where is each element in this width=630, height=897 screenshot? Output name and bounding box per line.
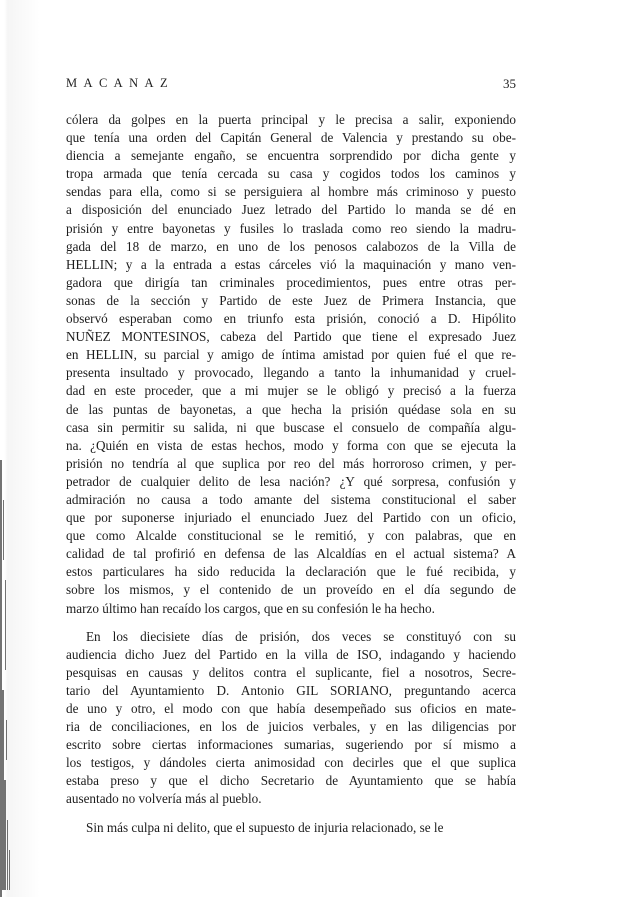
scan-edge-texture [0,460,26,897]
text-line: marzo último han recaído los cargos, que en su confesión le ha hecho. [66,600,435,616]
text-line: diencia a semejante engaño, se encuentra sorprendido por dicha gente y [66,148,516,164]
text-line: sobre los mismos, y el contenido de un proveído en el día segundo de [66,582,516,598]
text-line: NUÑEZ MONTESINOS, cabeza del Partido que tiene el expresado Juez [66,329,516,345]
text-line: que tenía una orden del Capitán General de Valencia y prestando su obe- [66,130,516,146]
text-line: casa sin permitir su salida, ni que buscase el consuelo de compañía algu- [66,419,516,435]
text-line: audiencia dicho Juez del Partido en la villa de ISO, indagando y haciendo [66,646,516,662]
text-line: de las puntas de bayonetas, a que hecha la prisión quédase sola en su [66,401,516,417]
scan-edge-shadow [0,0,40,897]
text-line: sendas para ella, como si se persiguiera al hombre más criminoso y puesto [66,184,516,200]
text-line: HELLIN; y a la entrada a estas cárceles vió la maquinación y mano ven- [66,256,516,272]
page-number: 35 [503,76,516,91]
text-line: gadora que dirigía tan criminales procedimientos, pues entre otras per- [66,274,516,290]
text-line: na. ¿Quién en vista de estas hechos, modo y forma con que se ejecuta la [66,437,516,453]
text-line: a disposición del enunciado Juez letrado del Partido lo manda se dé en [66,202,516,218]
text-line: de uno y otro, el modo con que había desempeñado sus oficios en mate- [66,701,516,716]
text-line: estaba preso y que el dicho Secretario de Ayuntamiento que se había [66,773,516,789]
text-line: en HELLIN, su parcial y amigo de íntima amistad por quien fué el que re- [66,347,516,363]
text-line: prisión y entre bayonetas y fusiles lo traslada como reo siendo la madru- [66,220,516,236]
paragraph [66,628,516,809]
text-line: Sin más culpa ni delito, que el supuesto de injuria relacionado, se le [86,819,444,835]
text-line: estos particulares ha sido reducida la declaración que le fué recibida, y [66,564,516,580]
text-line: que como Alcalde constitucional se le remitió, y con palabras, que en [66,528,516,544]
text-line: prisión no tendría al que suplica por reo del más horroroso crimen, y per- [66,455,516,471]
text-line: admiración no causa a todo amante del sistema constitucional el saber [66,491,516,507]
text-line: pesquisas en causas y delitos contra el suplicante, fiel a nosotros, Secre- [66,664,516,680]
text-line: En los diecisiete días de prisión, dos veces se constituyó con su [86,628,516,644]
text-line: ria de conciliaciones, en los de juicios verbales, y en las diligencias por [66,719,516,735]
text-line: que por suponerse injuriado el enunciado Juez del Partido con un oficio, [66,510,516,526]
body-text [66,111,516,837]
text-line: gada del 18 de marzo, en uno de los penosos calabozos de la Villa de [66,238,516,254]
text-line: observó esperaban como en triunfo esta prisión, conoció a D. Hipólito [66,311,516,327]
text-line: los testigos, y dándoles cierta animosidad con decirles que el que suplica [66,755,516,771]
text-line: petrador de cualquier delito de lesa nación? ¿Y qué sorpresa, confusión y [66,473,516,489]
text-line: sonas de la sección y Partido de este Juez de Primera Instancia, que [66,292,516,308]
text-line: calidad de tal profirió en defensa de las Alcaldías en el actual sistema? A [66,546,516,562]
text-line: escrito sobre ciertas informaciones sumarias, sugeriendo por sí mismo a [66,737,516,753]
paragraph [66,111,516,618]
text-line: dad en este proceder, que a mi mujer se le obligó y precisó a la fuerza [66,383,516,399]
text-line: tropa armada que tenía cercada su casa y cogidos todos los caminos y [66,166,516,182]
text-line: presenta insultado y provocado, llegando a tanto la inhumanidad y cruel- [66,365,516,381]
text-line: cólera da golpes en la puerta principal y le precisa a salir, exponiendo [66,112,516,127]
text-line: tario del Ayuntamiento D. Antonio GIL SORIANO, preguntando acerca [66,682,516,698]
page-header [66,76,516,96]
paragraph [66,819,516,837]
running-head: MACANAZ [66,76,174,90]
text-line: ausentado no volvería más al pueblo. [66,791,262,807]
